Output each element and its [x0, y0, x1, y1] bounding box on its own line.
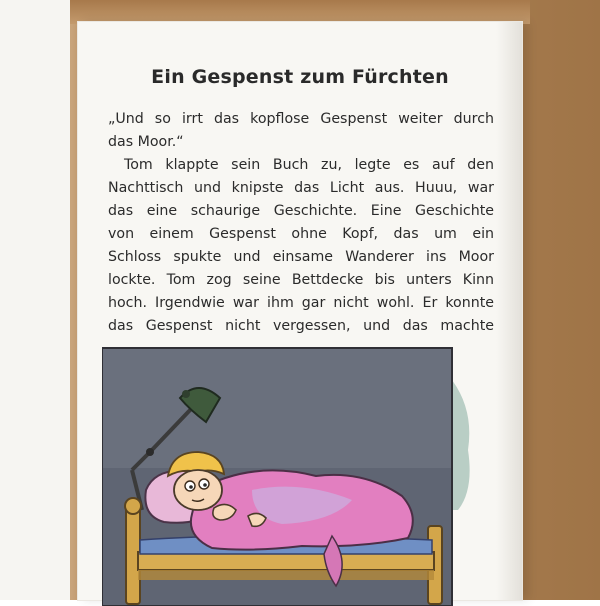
text-line: Nachttisch und knipste das Licht aus. Huuu, war — [108, 180, 494, 196]
story-text — [108, 108, 494, 338]
text-line: von einem Gespenst ohne Kopf, das um ein — [108, 226, 494, 242]
text-line: lockte. Tom zog seine Bettdecke bis unters Kinn — [108, 272, 494, 288]
text-line: das Moor.“ — [108, 134, 184, 150]
watercolor-splash — [452, 380, 470, 510]
bedroom-illustration — [102, 340, 476, 606]
page-edge-shadow — [496, 22, 522, 600]
text-line: das Gespenst nicht vergessen, und das machte — [108, 318, 494, 334]
text-line: das eine schaurige Geschichte. Eine Geschichte — [108, 203, 494, 219]
text-line: hoch. Irgendwie war ihm gar nicht wohl. Er konnte — [108, 295, 494, 311]
book-page — [78, 22, 522, 600]
table-edge — [70, 0, 530, 24]
boy-face — [174, 470, 222, 510]
text-line: Schloss spukte und einsame Wanderer ins Moor — [108, 249, 494, 265]
chapter-title: Ein Gespenst zum Fürchten — [151, 66, 449, 88]
text-line: „Und so irrt das kopflose Gespenst weiter durch — [108, 111, 494, 127]
text-line: Tom klappte sein Buch zu, legte es auf den — [124, 157, 494, 173]
